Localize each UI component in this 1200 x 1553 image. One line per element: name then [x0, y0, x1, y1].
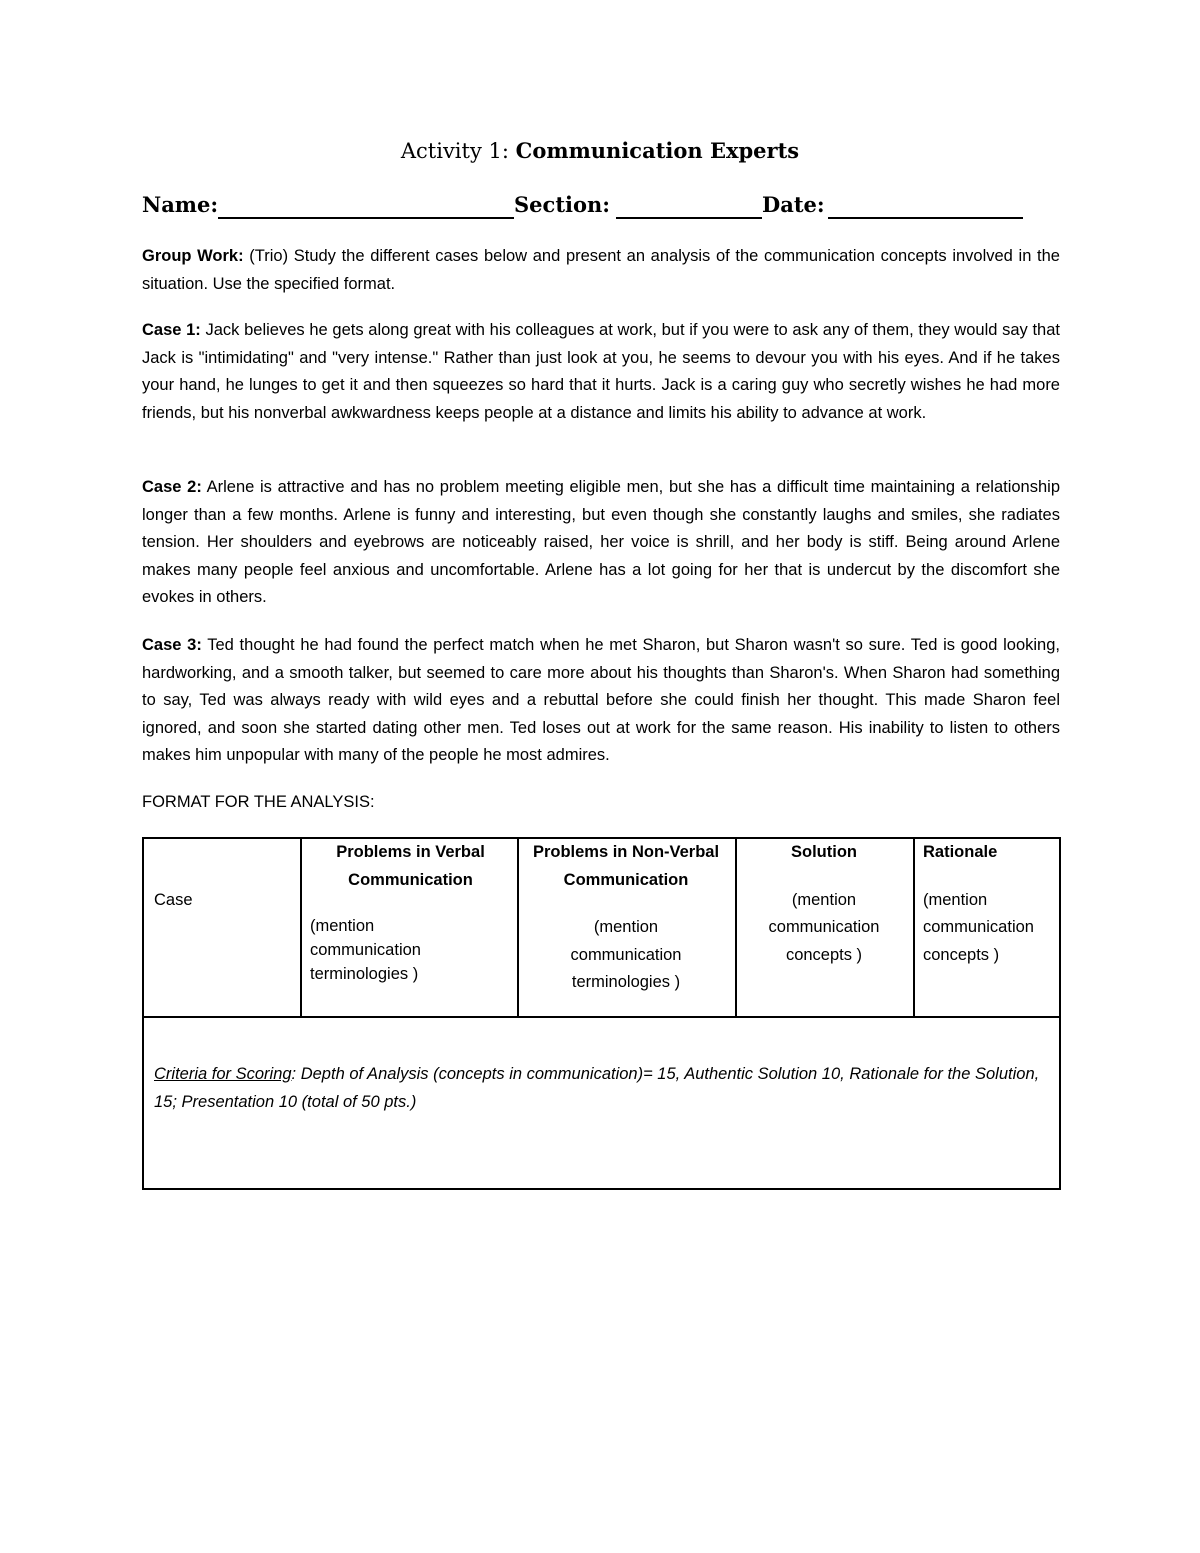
rationale-note: (mention communication concepts ): [923, 890, 1034, 964]
section-blank[interactable]: [616, 217, 762, 219]
solution-column-header: [735, 839, 915, 1017]
verbal-note: (mention communication terminologies ): [310, 917, 421, 984]
case-column-header: [144, 839, 302, 1017]
intro-paragraph: [142, 243, 1060, 298]
case-3-text: Ted thought he had found the perfect match when he met Sharon, but Sharon wasn't so sure. Ted is good looking, hardworking, and a smooth talker, but seemed to care more about his thoughts than Sharon's. When Sharon had something to say, Ted was always ready with wild eyes and a rebuttal before she could finish her thought. This made Sharon feel ignored, and soon she started dating other men. Ted loses out at work for the same reason. His inability to listen to others makes him unpopular with many of the people he most admires.: [142, 636, 1060, 765]
case-1-paragraph: [142, 317, 1060, 427]
table-row-divider: [144, 1016, 1059, 1018]
section-label: Section:: [514, 192, 611, 217]
case-2-label: Case 2:: [142, 478, 202, 496]
nonverbal-column-header: [517, 839, 737, 1017]
case-1-text: Jack believes he gets along great with his colleagues at work, but if you were to ask any of them, they would say that Jack is "intimidating" and "very intense." Rather than just look at you, he seems to devour you with his eyes. And if he takes your hand, he lunges to get it and then squeezes so hard that it hurts. Jack is a caring guy who secretly wishes he had more friends, but his nonverbal awkwardness keeps people at a distance and limits his ability to advance at work.: [142, 321, 1060, 422]
format-heading: FORMAT FOR THE ANALYSIS:: [142, 793, 375, 811]
case-2-paragraph: [142, 474, 1060, 612]
intro-label: Group Work:: [142, 247, 244, 265]
rationale-column-header: [913, 839, 1059, 1017]
nonverbal-note: (mention communication terminologies ): [570, 918, 682, 992]
rationale-header: Rationale: [923, 843, 998, 861]
case-3-paragraph: [142, 632, 1060, 770]
verbal-column-header: [300, 839, 519, 1017]
intro-text: (Trio) Study the different cases below and present an analysis of the communication concepts involved in the situation. Use the specified format.: [142, 247, 1060, 293]
case-header: Case: [154, 891, 193, 909]
case-2-text: Arlene is attractive and has no problem meeting eligible men, but she has a difficult time maintaining a relationship longer than a few months. Arlene is funny and interesting, but even though she constantly laughs and smiles, she radiates tension. Her shoulders and eyebrows are noticeably raised, her voice is shrill, and her body is stiff. Being around Arlene makes many people feel anxious and uncomfortable. Arlene has a lot going for her that is undercut by the discomfort she evokes in others.: [142, 478, 1060, 607]
solution-note: (mention communication concepts ): [768, 890, 880, 964]
case-1-label: Case 1:: [142, 321, 201, 339]
name-label: Name:: [142, 192, 219, 217]
page-title: [0, 138, 1200, 163]
title-main: Communication Experts: [515, 138, 800, 163]
criteria-for-scoring: [154, 1061, 1045, 1116]
criteria-label: Criteria for Scoring: [154, 1065, 292, 1083]
verbal-header: Problems in Verbal Communication: [336, 843, 485, 889]
nonverbal-header: Problems in Non-Verbal Communication: [532, 843, 720, 889]
analysis-table: [142, 837, 1061, 1190]
name-blank[interactable]: [218, 217, 514, 219]
criteria-text: : Depth of Analysis (concepts in communication)= 15, Authentic Solution 10, Rationale for the Solution, 15; Presentation 10 (total of 50 pts.): [154, 1065, 1040, 1111]
date-label: Date:: [762, 192, 825, 217]
date-blank[interactable]: [828, 217, 1023, 219]
case-3-label: Case 3:: [142, 636, 202, 654]
title-prefix: Activity 1:: [400, 139, 516, 163]
solution-header: Solution: [791, 843, 857, 861]
info-row: [142, 192, 1062, 222]
